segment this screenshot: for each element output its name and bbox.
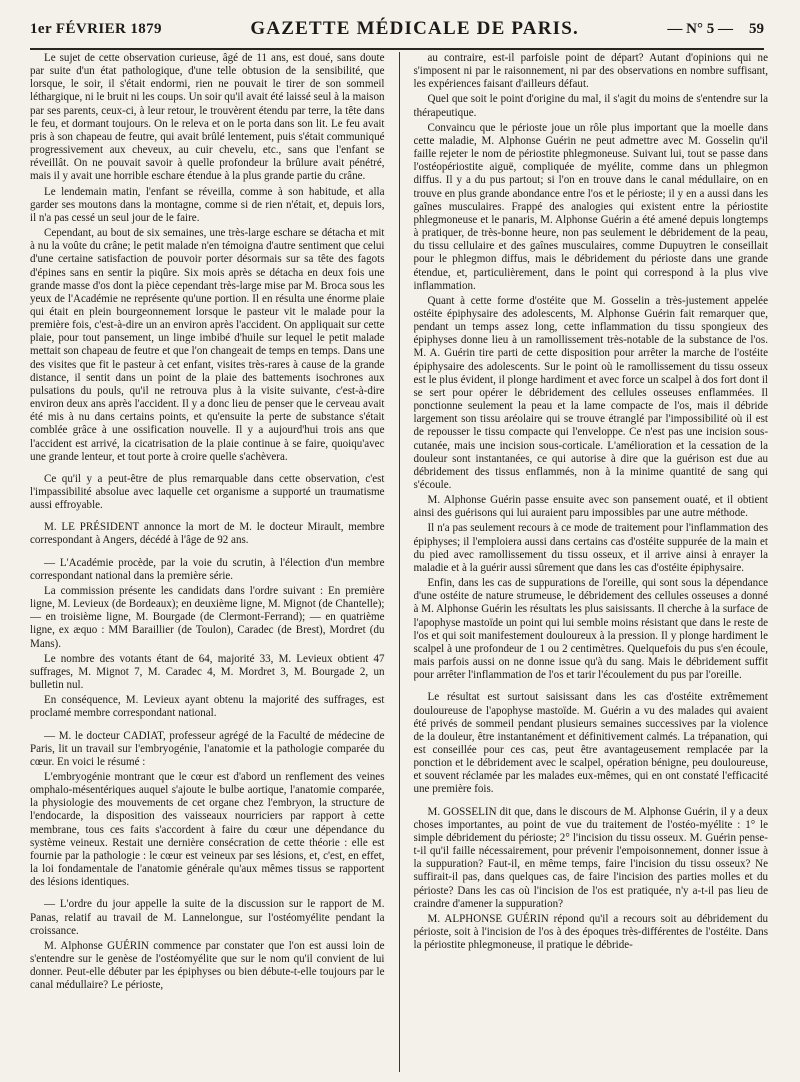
paragraph: M. Alphonse GUÉRIN commence par constater que l'on est aussi loin de s'entendre sur le genèse de l'ostéomyélite que sur le nom qu'il convient de lui donner. Peut-elle débuter par les épiphyses ou bien débute-t-elle toujours par le canal médullaire? Le périoste, <box>30 939 385 992</box>
paragraph: M. Alphonse Guérin passe ensuite avec son pansement ouaté, et il obtient ainsi des guérisons qui lui auraient paru impossibles par une autre méthode. <box>413 494 768 520</box>
paragraph: Le résultat est surtout saisissant dans les cas d'ostéite extrêmement douloureuse de l'apophyse mastoïde. M. Guérin a vu des malades qui avaient été privés de sommeil pendant plusieurs semaines successives par la violence de la douleur, être instantanément et définitivement calmés. La trépanation, qui est conseillée pour ces cas, peut être avantageusement remplacée par la ponction et le débridement avec le scalpel, opération bénigne, peu douloureuse, et souvent réclamée par les malades eux-mêmes, qui en ont constaté l'efficacité une première fois. <box>413 691 768 796</box>
left-column <box>30 52 385 1072</box>
paragraph: — L'ordre du jour appelle la suite de la discussion sur le rapport de M. Panas, relatif au travail de M. Lannelongue, sur l'ostéomyélite pendant la croissance. <box>30 898 385 937</box>
column-divider <box>399 52 400 1072</box>
paragraph: Quant à cette forme d'ostéite que M. Gosselin a très-justement appelée ostéite épiphysaire des adolescents, M. Alphonse Guérin fait remarquer que, pendant un temps assez long, cette inflammation du tissu spongieux des épiphyses donne lieu à un ramollissement très-notable de la substance de l'os. M. A. Guérin tire parti de cette disposition pour arrêter la marche de l'ostéite épiphysaire des adolescents. Sur le point où le ramollissement du tissu osseux est le plus évident, il plonge hardiment et avec force un scalpel à dos fort dont il se sert pour opérer le débridement des cellules osseuses enflammées. Il ponctionne seulement la peau et la lame compacte de l'os, mais il débride largement son tissu aréolaire qui se trouve étranglé par l'impossibilité où il est de repousser le tissu compacte qui l'enveloppe. Ce n'est pas une incision sous-cutanée, mais une incision sous-corticale. L'amélioration et la cessation de la douleur sont instantanées, ce qui autorise à dire que la guérison est due au débridement des tissus enflammés, non à la minime quantité de sang qui s'écoule. <box>413 294 768 491</box>
paragraph: Enfin, dans les cas de suppurations de l'oreille, qui sont sous la dépendance d'une ostéite de nature strumeuse, le débridement des cellules osseuses a donné à M. Alphonse Guérin les résultats les plus saisissants. Il cherche à la surface de l'apophyse mastoïde un point qui lui semble moins résistant que dans le reste de l'os et qui soit manifestement douloureux à la pression. Il y plonge hardiment le scalpel à une profondeur de 1 ou 2 centimètres. Quelquefois du pus s'en écoule, mais parfois aussi on ne donne issue qu'à du sang. Mais le débridement suffit pour arrêter l'inflammation de l'os et tarir l'écoulement du pus par l'oreille. <box>413 577 768 682</box>
issue-date: 1er FÉVRIER 1879 <box>30 20 162 37</box>
paragraph: M. LE PRÉSIDENT annonce la mort de M. le docteur Mirault, membre correspondant à Angers, décédé à l'âge de 92 ans. <box>30 521 385 547</box>
running-head <box>30 14 764 50</box>
paragraph: Convaincu que le périoste joue un rôle plus important que la moelle dans cette maladie, M. Alphonse Guérin ne peut admettre avec M. Gosselin qu'il faille rejeter le nom de périostite phlegmoneuse. Suivant lui, tout se passe dans l'ostéopériostite aiguë, compliquée de myélite, comme dans un phlegmon diffus. Il y a du pus partout; si l'on en trouve dans le canal médullaire, on en trouve en plus grande abondance entre l'os et le périoste; il y en a aussi dans les gaînes musculaires. Frappé des analogies qui existent entre la périostite phlegmoneuse et le panaris, M. Alphonse Guérin a été amené depuis longtemps à pratiquer, de très-bonne heure, non pas seulement le débridement de la peau, du tissu cellulaire et des gaînes musculaires, comme Dupuytren le conseillait pour le phlegmon diffus, mais le débridement du périoste dans une grande étendue, et, particulièrement, dans le point qui correspond à la plus vive inflammation. <box>413 121 768 292</box>
issue-info <box>667 21 764 38</box>
journal-title: GAZETTE MÉDICALE DE PARIS. <box>250 18 579 39</box>
paragraph: L'embryogénie montrant que le cœur est d'abord un renflement des veines omphalo-mésentériques auquel s'ajoute le bulbe aortique, l'anatomie comparée, la physiologie des mouvements de cet organe chez l'embryon, la structure de l'endocarde, la disposition des vaisseaux nourriciers par rapport à cette membrane, tous ces faits s'accordent à faire du cœur une dépendance du système veineux. Restait une dernière consécration de cette théorie : elle est fournie par la pathologie : le cœur est veineux par ses lésions, et, c'est, en effet, la loi fondamentale de l'anatomie générale qu'aux mêmes tissus se rapportent des lésions identiques. <box>30 770 385 889</box>
paragraph: Le nombre des votants étant de 64, majorité 33, M. Levieux obtient 47 suffrages, M. Mignot 7, M. Caradec 4, M. Mordret 3, M. Bourgade 2, un bulletin nul. <box>30 652 385 692</box>
paragraph: Le lendemain matin, l'enfant se réveilla, comme à son habitude, et alla garder ses moutons dans la montagne, comme si de rien n'était, et, depuis lors, il n'a pas cessé un seul jour de le faire. <box>30 185 385 224</box>
paragraph: Quel que soit le point d'origine du mal, il s'agit du moins de s'entendre sur la thérapeutique. <box>413 93 768 119</box>
paragraph: M. ALPHONSE GUÉRIN répond qu'il a recours soit au débridement du périoste, soit à l'incision de l'os à des époques très-différentes de l'ostéite. Dans la périostite phlegmoneuse, il pratique le débride- <box>413 912 768 952</box>
paragraph: La commission présente les candidats dans l'ordre suivant : En première ligne, M. Levieux (de Bordeaux); en deuxième ligne, M. Mignot (de Chantelle); — en troisième ligne, M. Bourgade (de Clermont-Ferrand); — en quatrième ligne, ex æquo : MM Baraillier (de Toulon), Caradec (de Brest), Mordret (du Mans). <box>30 584 385 650</box>
paragraph: En conséquence, M. Levieux ayant obtenu la majorité des suffrages, est proclamé membre correspondant national. <box>30 694 385 720</box>
paragraph: Cependant, au bout de six semaines, une très-large eschare se détacha et mit à nu la voûte du crâne; le petit malade n'en témoigna d'autre sentiment que celui d'une certaine satisfaction de pouvoir porter désormais sur sa tête des fagots d'épines sans en sentir la piqûre. Six mois après se détacha en deux fois une grande masse d'os dont la pièce cependant très-large mise par M. Broca sous les yeux de l'Académie ne représente qu'une portion. Il en résulta une énorme plaie qui était en plein bourgeonnement lorsque le pasteur vit le malade pour la première fois, c'est-à-dire un an environ après l'accident. On appliquait sur cette plaie, pour tout pansement, un linge imbibé d'huile sur lequel le petit malade mettait son chapeau de feutre et que l'on changeait de temps en temps. Dans une des visites que fit le pasteur à cet enfant, visites très-rares à cause de la grande distance, il sentit dans un point de la plaie des battements isochrones aux pulsations du pouls, qu'il ne retrouva plus à la visite suivante, c'est-à-dire environ deux ans après l'accident. Il y a donc lieu de penser que le cerveau avait été mis à nu dans certains points, et qu'ensuite la perte de substance s'était comblée grâce à une ossification nouvelle. Il y a aujourd'hui trois ans que l'accident est arrivé, la cicatrisation de la plaie continue à se faire, quoiqu'avec une grande lenteur, et tout porte à croire quelle s'achèvera. <box>30 227 385 463</box>
paragraph: — L'Académie procède, par la voie du scrutin, à l'élection d'un membre correspondant national dans la première série. <box>30 556 385 582</box>
paragraph: au contraire, est-il parfoisle point de départ? Autant d'opinions qui ne s'imposent ni par le raisonnement, ni par des observations en nombre suffisant, les expériences faisant d'ailleurs défaut. <box>413 52 768 91</box>
paragraph: — M. le docteur CADIAT, professeur agrégé de la Faculté de médecine de Paris, lit un travail sur l'embryogénie, l'anatomie et la pathologie comparée du cœur. En voici le résumé : <box>30 729 385 768</box>
issue-number: — N° 5 — <box>667 20 733 37</box>
paragraph: M. GOSSELIN dit que, dans le discours de M. Alphonse Guérin, il y a deux choses importantes, au point de vue du traitement de l'ostéo-myélite : 1° le simple débridement du périoste; 2° l'incision du tissu osseux. M. Guérin pense-t-il qu'il faille nécessairement, pour prévenir l'empoisonnement, donner issue à la suppuration? Faut-il, en même temps, faire l'incision du tissu osseux? Ne suffirait-il pas, dans quelques cas, de faire l'incision des parties molles et du périoste? Dans les cas où l'incision de l'os est pratiquée, n'y a-t-il pas lieu de craindre d'amener la suppuration? <box>413 805 768 910</box>
page-number: 59 <box>749 20 764 37</box>
paragraph: Ce qu'il y a peut-être de plus remarquable dans cette observation, c'est l'impassibilité absolue avec laquelle cet organisme a supporté un traumatisme aussi effroyable. <box>30 472 385 512</box>
text-columns <box>30 52 768 1072</box>
paragraph: Le sujet de cette observation curieuse, âgé de 11 ans, est doué, sans doute par suite d'un état pathologique, d'une telle obtusion de la sensibilité, que lorsque, le soir, il s'était endormi, rien ne pouvait le tirer de son sommeil léthargique, ni le bruit ni les coups. Un soir qu'il avait été laissé seul à la maison par ses parents, ceux-ci, à leur retour, le trouvèrent étendu par terre, la tête dans le feu, et dormant toujours. On le releva et on le porta dans son lit. Le feu avait pris à son chapeau de feutre, qui avait brûlé lentement, puis s'était communiqué progressivement aux cheveux, au cuir chevelu, etc., sans que l'enfant se réveillât. On ne pouvait savoir à quelle profondeur la brûlure avait pénétré, mais il y avait une horrible eschare étendue à la plus grande partie du crâne. <box>30 52 385 183</box>
right-column <box>414 52 769 1072</box>
paragraph: Il n'a pas seulement recours à ce mode de traitement pour l'inflammation des épiphyses; il l'emploiera aussi dans certains cas d'ostéite suppurée de la main et du pied avec ramollissement du tissu osseux, et il arrive ainsi à enrayer la maladie et à la guérir aussi sûrement que dans les cas d'ostéite épiphysaire. <box>413 522 768 574</box>
